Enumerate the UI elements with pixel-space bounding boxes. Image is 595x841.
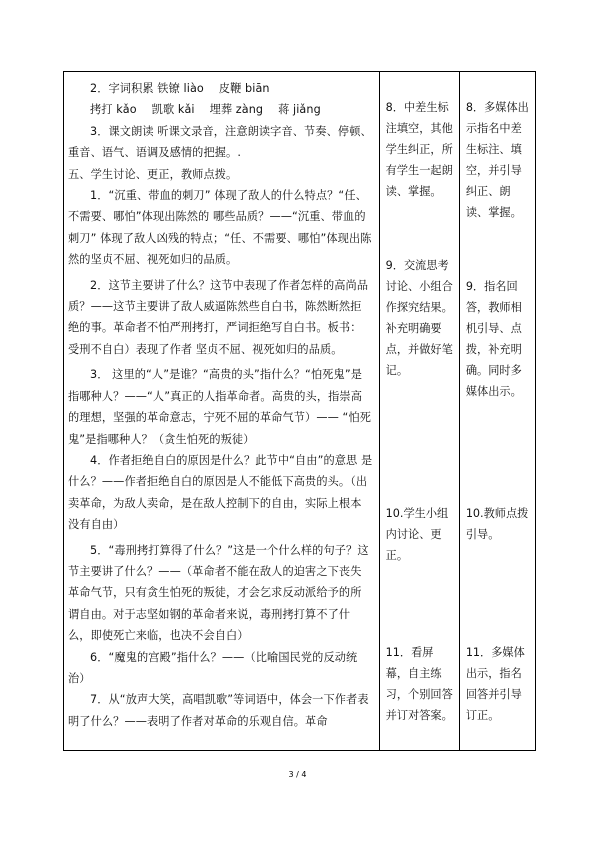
lesson-line: 3． 这里的“人”是谁？“高贵的头”指什么？“怕死鬼”是指哪种人？——“人”真正的人指革命者。高贵的头，指崇高的理想，坚强的革命意志，宁死不屈的革命气节）—— “怕死鬼”是指哪种人？（贪生怕死的叛徒） <box>68 368 372 446</box>
page-number: 3 / 4 <box>288 770 307 779</box>
teacher-activity-cell <box>459 72 535 751</box>
teacher-note: 11．多媒体出示，指名回答并引导订正。 <box>465 646 525 722</box>
lesson-line: 5．“毒刑拷打算得了什么？”这是一个什么样的句子？这节主要讲了什么？——（革命者不能在敌人的迫害之下丧失革命气节，只有贪生怕死的叛徒，才会乞求反动派给予的所谓自由。对于志坚如钢的革命者来说，毒刑拷打算不了什么，即使死亡来临，也决不会自白） <box>68 543 369 643</box>
lesson-line: 五、学生讨论、更正，教师点拨。 <box>68 167 238 181</box>
lesson-line: 拷打 kǎo 凯歌 kǎi 埋葬 zàng 蒋 jiǎng <box>90 103 321 117</box>
table-row <box>64 72 536 751</box>
lesson-line: 7．从“放声大笑，高唱凯歌”等词语中，体会一下作者表明了什么？——表明了作者对革命的乐观自信。革命 <box>68 693 369 728</box>
lesson-line: 1．“沉重、带血的刺刀” 体现了敌人的什么特点？“任、不需要、哪怕”体现出陈然的 哪些品质？——“沉重、带血的刺刀” 体现了敌人凶残的特点；“任、不需要、哪怕”体现出陈然的坚贞不屈、视死如归的品质。 <box>68 189 372 267</box>
teacher-note: 10.教师点拨引导。 <box>465 507 529 541</box>
student-note: 9．交流思考讨论、小组合作探究结果。补充明确要点，并做好笔记。 <box>385 259 453 377</box>
lesson-line: 4．作者拒绝自白的原因是什么？此节中“自由”的意思 是什么？——作者拒绝自白的原因是人不能低下高贵的头。（出卖革命，为敌人卖命，是在敌人控制下的自由，实际上根本没有自由） <box>68 453 373 532</box>
lesson-line: 2．这节主要讲了什么？这节中表现了作者怎样的高尚品质？——这节主要讲了敌人威逼陈然些自白书，陈然断然拒绝的事。革命者不怕严刑拷打，严词拒绝写自白书。板书：受刑不自白）表现了作者 坚贞不屈、视死如归的品质。 <box>68 278 369 356</box>
student-note: 11．看屏幕，自主练习，个别回答并订对答案。 <box>385 646 453 722</box>
student-note: 10.学生小组内讨论、更正。 <box>385 507 449 562</box>
lesson-line: 3．课文朗读 听课文录音，注意朗读字音、节奏、停顿、重音、语气、语调及感情的把握。. <box>68 124 372 160</box>
student-activity-cell <box>379 72 459 751</box>
lesson-line: 6．“魔鬼的宫殿”指什么？——（比喻国民党的反动统治） <box>68 650 358 685</box>
lesson-line: 2．字词积累 铁镣 liào 皮鞭 biān <box>90 82 270 95</box>
teacher-note: 9．指名回答，教师相机引导、点拨，补充明确。同时多媒体出示。 <box>465 280 522 398</box>
lesson-table <box>63 71 536 751</box>
teacher-note: 8．多媒体出示指名中差生标注、填空，并引导纠正、朗读、掌握。 <box>465 101 529 219</box>
student-note: 8．中差生标注填空，其他学生纠正，所有学生一起朗读、掌握。 <box>385 101 453 198</box>
teaching-content-cell <box>64 72 380 751</box>
